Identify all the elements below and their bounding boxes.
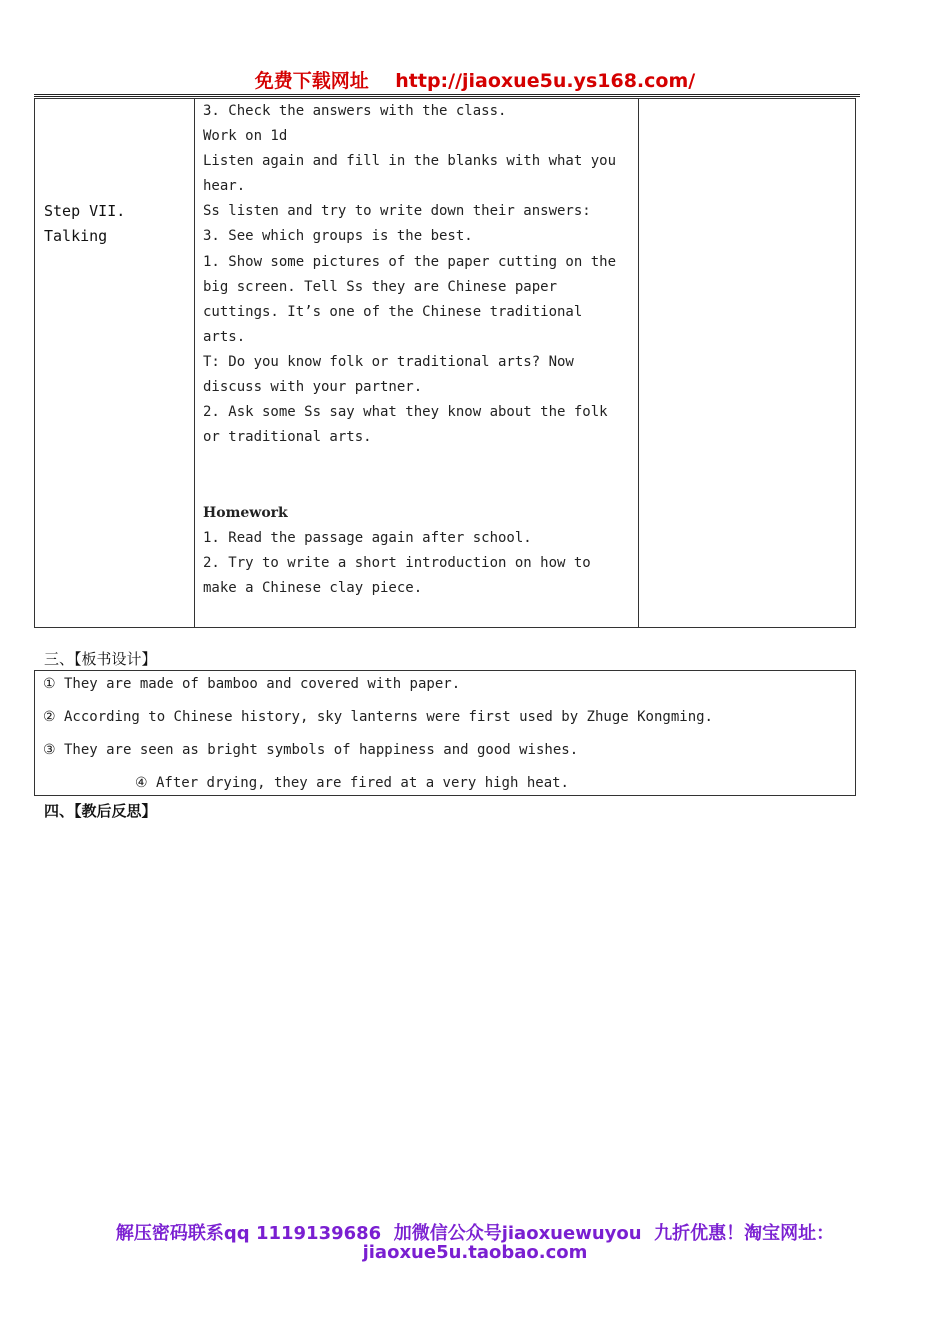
content-line: 2. Ask some Ss say what they know about the folk bbox=[203, 404, 608, 421]
content-line: Listen again and fill in the blanks with what you bbox=[203, 153, 617, 170]
board-design-box bbox=[34, 670, 856, 796]
header-rule bbox=[34, 94, 860, 97]
board-line: ② According to Chinese history, sky lanterns were first used by Zhuge Kongming. bbox=[43, 709, 713, 725]
content-line: 3. Check the answers with the class. bbox=[203, 103, 507, 119]
footer-line-2: jiaoxue5u.taobao.com bbox=[362, 1242, 588, 1263]
board-line: ④ After drying, they are fired at a very high heat. bbox=[135, 775, 569, 791]
content-line bbox=[203, 475, 643, 500]
homework-heading: Homework bbox=[203, 504, 288, 521]
content-line: T: Do you know folk or traditional arts? Now bbox=[203, 353, 574, 370]
content-line: cuttings. It’s one of the Chinese traditional bbox=[203, 303, 583, 320]
content-line: 1. Read the passage again after school. bbox=[203, 529, 532, 546]
content-line: 3. See which groups is the best. bbox=[203, 228, 473, 245]
content-line: make a Chinese clay piece. bbox=[203, 579, 423, 596]
content-line: discuss with your partner. bbox=[203, 379, 423, 396]
content-line: Work on 1d bbox=[203, 128, 288, 145]
step-label: Step VII. bbox=[44, 202, 126, 220]
footer-line-1: 解压密码联系qq 1119139686 加微信公众号jiaoxuewuyou 九折优惠！淘宝网址： bbox=[115, 1223, 835, 1244]
header-banner: 免费下载网址 http://jiaoxue5u.ys168.com/ bbox=[254, 70, 696, 92]
content-line: big screen. Tell Ss they are Chinese paper bbox=[203, 278, 558, 295]
content-line: 2. Try to write a short introduction on how to bbox=[203, 554, 591, 571]
step-name: Talking bbox=[44, 227, 108, 245]
board-design-title: 三、【板书设计】 bbox=[44, 650, 157, 668]
content-line: or traditional arts. bbox=[203, 429, 372, 446]
column-divider bbox=[194, 99, 195, 627]
content-line: 1. Show some pictures of the paper cutting on the bbox=[203, 253, 617, 270]
content-line bbox=[203, 450, 643, 475]
content-line: arts. bbox=[203, 328, 246, 345]
content-line: hear. bbox=[203, 178, 246, 195]
content-line: Ss listen and try to write down their answers: bbox=[203, 203, 591, 220]
board-line: ① They are made of bamboo and covered with paper. bbox=[43, 676, 461, 692]
lesson-table bbox=[34, 98, 856, 628]
step-cell bbox=[44, 199, 125, 249]
step-content-cell bbox=[203, 99, 643, 601]
board-line: ③ They are seen as bright symbols of happiness and good wishes. bbox=[43, 742, 579, 758]
reflection-title: 四、【教后反思】 bbox=[44, 802, 157, 820]
